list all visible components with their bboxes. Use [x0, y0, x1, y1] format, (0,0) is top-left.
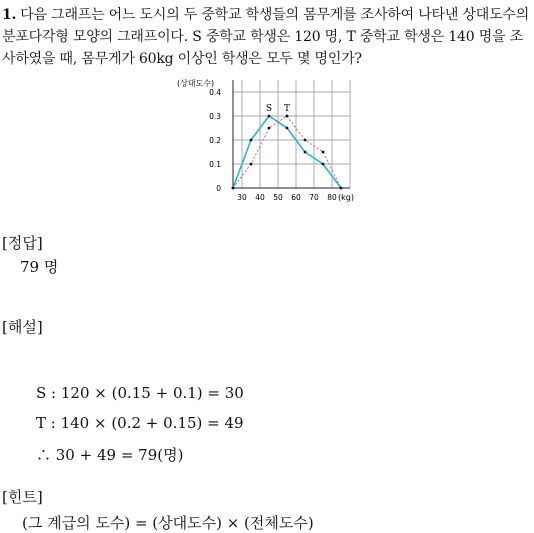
solution-line-t: T : 140 × (0.2 + 0.15) = 49 — [36, 414, 244, 432]
graph-series — [232, 104, 343, 189]
data-point-t — [340, 187, 343, 190]
y-tick-label: 0.2 — [209, 136, 221, 145]
problem-text — [2, 4, 532, 70]
data-point-s — [268, 115, 271, 118]
data-point-t — [322, 151, 325, 154]
data-point-s — [286, 127, 289, 130]
data-point-t — [286, 115, 289, 118]
hint-text: (그 계급의 도수) = (상대도수) × (전체도수) — [22, 514, 314, 532]
problem-number: 1. — [2, 7, 17, 23]
data-point-s — [304, 151, 307, 154]
hint-heading: [힌트] — [2, 488, 43, 506]
x-tick-label: 70 — [309, 193, 319, 202]
data-point-t — [250, 163, 253, 166]
answer-heading: [정답] — [2, 234, 43, 252]
solution-line-total: ∴ 30 + 49 = 79(명) — [36, 446, 184, 464]
y-tick-label: 0 — [216, 184, 221, 193]
data-point-s — [250, 139, 253, 142]
y-tick-label: 0.3 — [209, 112, 221, 121]
answer-value: 79 명 — [20, 258, 59, 276]
data-point-t — [304, 139, 307, 142]
graph-ticks — [209, 88, 337, 202]
x-tick-label: 50 — [273, 193, 283, 202]
series-label-t: T — [283, 104, 291, 114]
series-label-s: S — [265, 104, 273, 114]
relative-frequency-graph — [170, 76, 370, 206]
x-axis-unit: (kg) — [338, 193, 354, 202]
explanation-heading: [해설] — [2, 318, 43, 336]
solution-line-s: S : 120 × (0.15 + 0.1) = 30 — [36, 384, 244, 402]
data-point-t — [232, 187, 235, 190]
y-tick-label: 0.4 — [209, 88, 221, 97]
x-tick-label: 30 — [237, 193, 247, 202]
x-tick-label: 80 — [327, 193, 337, 202]
y-tick-label: 0.1 — [209, 160, 221, 169]
data-point-s — [322, 163, 325, 166]
data-point-t — [268, 127, 271, 130]
problem-body: 다음 그래프는 어느 도시의 두 중학교 학생들의 몸무게를 조사하여 나타낸 상대도수의 분포다각형 모양의 그래프이다. S 중학교 학생은 120 명, T 중학교 학생은 140 명을 조사하였을 때, 몸무게가 60kg 이상인 학생은 모두 몇 명인가? — [2, 7, 530, 67]
x-tick-label: 40 — [255, 193, 265, 202]
x-tick-label: 60 — [291, 193, 301, 202]
y-axis-label: (상대도수) — [177, 79, 215, 88]
